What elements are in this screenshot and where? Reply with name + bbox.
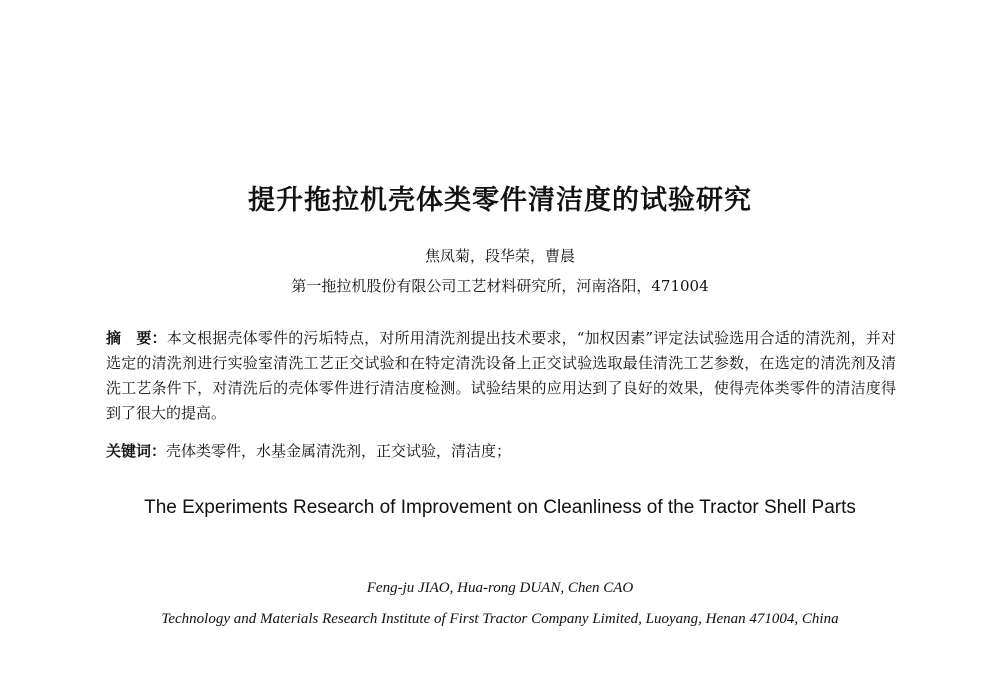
keywords-label: 关键词： <box>106 442 167 460</box>
english-authors: Feng-ju JIAO, Hua-rong DUAN, Chen CAO <box>366 580 634 596</box>
chinese-authors: 焦凤菊，段华荣，曹晨 <box>424 247 575 265</box>
chinese-affiliation: 第一拖拉机股份有限公司工艺材料研究所，河南洛阳，471004 <box>291 277 709 295</box>
abstract-section <box>106 326 896 426</box>
english-affiliation: Technology and Materials Research Institute of First Tractor Company Limited, Luoyang, Henan 471004, China <box>161 611 839 627</box>
keywords-section <box>106 440 896 462</box>
abstract-text: 本文根据壳体零件的污垢特点，对所用清洗剂提出技术要求，“加权因素”评定法试验选用合适的清洗剂，并对选定的清洗剂进行实验室清洗工艺正交试验和在特定清洗设备上正交试验选取最佳清洗工艺参数，在选定的清洗剂及清洗工艺条件下，对清洗后的壳体零件进行清洁度检测。试验结果的应用达到了良好的效果，使得壳体类零件的清洁度得到了很大的提高。 <box>106 329 896 422</box>
keywords-text: 壳体类零件，水基金属清洗剂，正交试验，清洁度； <box>166 442 512 460</box>
english-title: The Experiments Research of Improvement on Cleanliness of the Tractor Shell Parts <box>144 497 856 518</box>
chinese-title: 提升拖拉机壳体类零件清洁度的试验研究 <box>248 185 752 216</box>
abstract-label: 摘 要： <box>106 329 167 347</box>
